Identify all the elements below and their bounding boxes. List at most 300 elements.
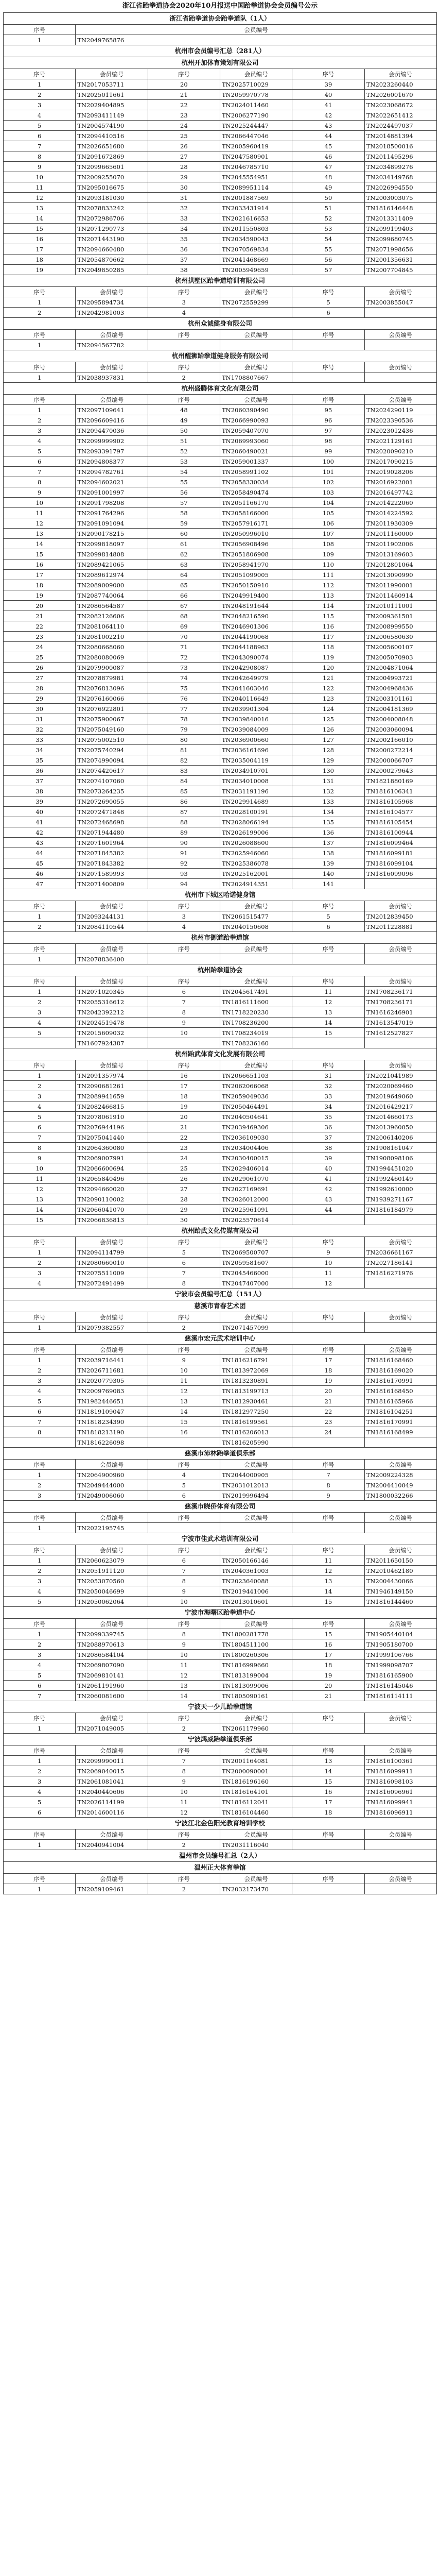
member-id: TN2099665601 [76,162,148,172]
row-number: 55 [148,477,220,487]
member-id: TN2012839450 [364,911,436,922]
member-id: TN2010111001 [364,601,436,611]
row-number: 16 [148,1427,220,1437]
header-no: 序号 [148,69,220,79]
member-id: TN2054870662 [76,255,148,265]
member-id [364,340,436,350]
row-number: 3 [4,1776,76,1787]
member-id [364,1323,436,1333]
row-number: 10 [148,1365,220,1376]
member-id: TN2094782761 [76,467,148,477]
member-id: TN2028100191 [220,807,292,817]
row-number: 17 [4,570,76,580]
row-number: 4 [148,922,220,932]
member-id: TN2049006060 [76,1490,148,1501]
row-number: 3 [148,911,220,922]
member-row [4,838,437,848]
member-id: TN2011160000 [364,529,436,539]
member-id: TN2062066068 [220,1081,292,1091]
row-number: 14 [292,1766,364,1776]
row-number: 41 [292,100,364,110]
member-row [4,297,437,308]
member-row [4,456,437,467]
member-id: TN1816146448 [364,203,436,213]
row-number: 53 [148,456,220,467]
member-id: TN2026001670 [364,90,436,100]
member-id: TN1804511100 [220,1639,292,1650]
member-id: TN1718220230 [220,1007,292,1018]
member-row [4,1691,437,1701]
member-id: TN1816164101 [220,1787,292,1797]
member-row [4,1091,437,1101]
member-id: TN2072986706 [76,213,148,224]
row-number: 20 [292,1386,364,1396]
row-number: 63 [148,560,220,570]
row-number: 7 [292,1470,364,1480]
header-member-id: 会员编号 [220,1060,292,1071]
member-row [4,131,437,141]
member-id: TN2044188963 [220,642,292,652]
member-id: TN1816205990 [220,1437,292,1448]
row-number: 137 [292,838,364,848]
header-no: 序号 [148,1237,220,1247]
member-id: TN1816096911 [364,1807,436,1818]
header-no: 序号 [292,69,364,79]
row-number: 45 [292,141,364,151]
row-number: 26 [148,1174,220,1184]
row-number: 55 [292,244,364,255]
row-number: 3 [4,1576,76,1586]
header-member-id: 会员编号 [76,1829,148,1840]
row-number: 41 [4,817,76,827]
member-id: TN2040116649 [220,693,292,704]
member-id: TN2034149768 [364,172,436,182]
row-number: 32 [148,203,220,213]
member-id: TN1816099096 [364,869,436,879]
member-id: TN2095894734 [76,297,148,308]
row-number: 94 [148,879,220,889]
member-row [4,1670,437,1681]
member-id: TN2000066707 [364,755,436,766]
row-number [4,1437,76,1448]
member-row [4,141,437,151]
section-heading-row [4,45,437,57]
member-id: TN2093391797 [76,446,148,456]
header-member-id: 会员编号 [220,1874,292,1884]
member-id: TN2094470036 [76,426,148,436]
member-id: TN2003003075 [364,193,436,203]
member-id: TN2058991102 [220,467,292,477]
member-row [4,858,437,869]
member-id: TN2009361501 [364,611,436,621]
section-heading-row [4,13,437,25]
row-number [148,340,220,350]
row-number: 16 [148,1071,220,1081]
member-row [4,869,437,879]
member-id: TN2066836813 [76,1215,148,1225]
row-number: 77 [148,704,220,714]
member-id: TN2050464491 [220,1101,292,1112]
member-id: TN2096609416 [76,415,148,426]
row-number: 7 [4,467,76,477]
member-id [364,879,436,889]
member-row [4,1081,437,1091]
row-number: 13 [148,1681,220,1691]
section-heading-row [4,57,437,69]
row-number: 109 [292,549,364,560]
member-id: TN2079382557 [76,1323,148,1333]
header-no: 序号 [4,1060,76,1071]
row-number: 12 [148,1670,220,1681]
member-row [4,1776,437,1787]
row-number: 21 [4,611,76,621]
member-id: TN1813972069 [220,1365,292,1376]
row-number: 1 [4,1884,76,1894]
member-id: TN2061515477 [220,911,292,922]
row-number: 95 [292,405,364,415]
row-number: 127 [292,735,364,745]
column-header-row [4,901,437,911]
row-number: 2 [148,1840,220,1850]
row-number: 4 [148,1470,220,1480]
member-id: TN1816104251 [364,1406,436,1417]
row-number: 29 [4,693,76,704]
row-number: 82 [148,755,220,766]
header-no: 序号 [292,362,364,372]
row-number: 2 [4,1639,76,1650]
row-number: 10 [148,1650,220,1660]
row-number: 4 [4,1386,76,1396]
row-number: 5 [292,297,364,308]
row-number: 39 [292,79,364,90]
section-heading: 宁波江北金色阳光教育培训学校 [4,1818,437,1829]
member-id: TN2039840016 [220,714,292,724]
row-number: 20 [148,1112,220,1122]
member-id: TN2078061910 [76,1112,148,1122]
member-id: TN2094602021 [76,477,148,487]
member-row [4,1215,437,1225]
member-id: TN2050166146 [220,1555,292,1566]
member-id: TN2036161696 [220,745,292,755]
row-number: 49 [148,415,220,426]
row-number: 7 [148,1566,220,1576]
row-number: 48 [292,172,364,182]
member-row [4,1323,437,1333]
member-id: TN2019996494 [220,1490,292,1501]
member-id [364,1437,436,1448]
member-id: TN2034910701 [220,766,292,776]
member-id: TN2066651103 [220,1071,292,1081]
row-number: 8 [4,477,76,487]
member-id: TN2069993060 [220,436,292,446]
member-id: TN2034899276 [364,162,436,172]
member-row [4,446,437,456]
member-id: TN1999106766 [364,1650,436,1660]
member-id: TN2017090215 [364,456,436,467]
row-number: 7 [4,1417,76,1427]
member-id: TN2026114199 [76,1797,148,1807]
header-member-id: 会员编号 [220,1545,292,1555]
member-id: TN2003855047 [364,297,436,308]
member-id: TN2075041440 [76,1132,148,1143]
row-number [292,954,364,964]
row-number: 1 [4,1071,76,1081]
row-number: 69 [148,621,220,632]
member-id: TN2044190068 [220,632,292,642]
row-number: 1 [4,911,76,922]
row-number: 99 [292,446,364,456]
row-number: 18 [292,1365,364,1376]
member-row [4,922,437,932]
member-id: TN2074990094 [76,755,148,766]
row-number: 57 [292,265,364,275]
row-number: 3 [4,1091,76,1101]
row-number: 40 [4,807,76,817]
member-id: TN2024497037 [364,121,436,131]
header-no: 序号 [148,1619,220,1629]
row-number: 3 [4,1376,76,1386]
row-number: 2 [4,1081,76,1091]
row-number: 74 [148,673,220,683]
member-id: TN2099199403 [364,224,436,234]
row-number: 9 [148,1586,220,1597]
row-number: 17 [4,244,76,255]
member-row [4,621,437,632]
row-number [292,1215,364,1225]
member-id: TN2023640088 [220,1576,292,1586]
member-id: TN2091764296 [76,508,148,518]
member-id: TN2022195745 [76,1523,148,1533]
member-id: TN2076944196 [76,1122,148,1132]
member-id: TN2026651680 [76,141,148,151]
member-id: TN2072491499 [76,1278,148,1289]
member-id: TN2075002510 [76,735,148,745]
member-id: TN2045554951 [220,172,292,182]
row-number: 17 [292,1797,364,1807]
member-row [4,234,437,244]
column-header-row [4,1829,437,1840]
section-heading: 宁波鸿威跆拳道俱乐部 [4,1734,437,1745]
row-number [292,372,364,383]
row-number: 51 [148,436,220,446]
row-number: 2 [4,1766,76,1776]
section-heading-row [4,1501,437,1513]
row-number: 39 [4,796,76,807]
row-number: 4 [4,436,76,446]
member-id: TN1816216791 [220,1355,292,1365]
row-number: 68 [148,611,220,621]
row-number [4,1038,76,1048]
member-id: TN2057916171 [220,518,292,529]
row-number: 119 [292,652,364,663]
member-row [4,954,437,964]
member-row [4,415,437,426]
row-number: 6 [292,308,364,318]
member-id: TN1816206013 [220,1427,292,1437]
section-heading-row [4,1533,437,1545]
member-id: TN2020779305 [76,1376,148,1386]
row-number: 27 [4,673,76,683]
section-heading: 浙江省跆拳道协会跆拳道队（1人） [4,13,437,25]
member-id: TN1816099181 [364,848,436,858]
row-number: 5 [4,121,76,131]
member-id: TN2040361003 [220,1566,292,1576]
member-id: TN2094660480 [76,244,148,255]
member-row [4,714,437,724]
member-id: TN1816099464 [364,838,436,848]
row-number: 41 [292,1174,364,1184]
row-number: 5 [4,1112,76,1122]
member-id: TN2016497742 [364,487,436,498]
row-number: 11 [292,1268,364,1278]
row-number: 129 [292,755,364,766]
member-id [220,340,292,350]
row-number: 4 [4,110,76,121]
member-row [4,1396,437,1406]
row-number [292,1723,364,1734]
row-number: 100 [292,456,364,467]
header-no: 序号 [292,1545,364,1555]
member-id: TN2082466815 [76,1101,148,1112]
member-row [4,151,437,162]
row-number: 28 [4,683,76,693]
row-number: 1 [4,1756,76,1766]
member-row [4,560,437,570]
row-number: 43 [4,838,76,848]
member-row [4,1639,437,1650]
section-heading-row [4,1448,437,1460]
row-number: 36 [4,766,76,776]
row-number: 17 [148,1081,220,1091]
row-number: 33 [292,1091,364,1101]
member-row [4,796,437,807]
member-row [4,1247,437,1258]
row-number: 1 [4,297,76,308]
member-id: TN1816165900 [364,1670,436,1681]
member-row [4,340,437,350]
row-number: 59 [148,518,220,529]
header-member-id: 会员编号 [220,901,292,911]
header-no: 序号 [148,395,220,405]
member-row [4,1007,437,1018]
section-heading: 杭州开加体育策划有限公司 [4,57,437,69]
row-number: 1 [4,405,76,415]
member-id: TN1816114111 [364,1691,436,1701]
member-id: TN2078879981 [76,673,148,683]
row-number: 7 [148,1268,220,1278]
row-number: 26 [4,663,76,673]
header-member-id: 会员编号 [220,1713,292,1723]
member-row [4,1278,437,1289]
member-id: TN2013311409 [364,213,436,224]
row-number: 30 [148,1215,220,1225]
row-number: 12 [4,1184,76,1194]
row-number: 10 [148,1597,220,1607]
member-id: TN1816098103 [364,1776,436,1787]
header-member-id: 会员编号 [364,1345,436,1355]
header-no: 序号 [4,1460,76,1470]
header-no: 序号 [292,1829,364,1840]
member-id: TN2094567782 [76,340,148,350]
row-number: 29 [148,1205,220,1215]
row-number: 30 [4,704,76,714]
row-number: 126 [292,724,364,735]
header-member-id: 会员编号 [76,1060,148,1071]
member-id: TN2071944480 [76,827,148,838]
member-id: TN1708236171 [364,997,436,1007]
member-id: TN2031191196 [220,786,292,796]
row-number: 8 [4,151,76,162]
member-id: TN2078833242 [76,203,148,213]
member-id: TN2019028206 [364,467,436,477]
member-id: TN2076160066 [76,693,148,704]
header-member-id: 会员编号 [364,1874,436,1884]
row-number: 3 [148,297,220,308]
member-row [4,1597,437,1607]
section-heading-row [4,932,437,944]
row-number: 47 [4,879,76,889]
header-no: 序号 [292,976,364,987]
member-id: TN1816105968 [364,796,436,807]
member-row [4,1132,437,1143]
row-number: 92 [148,858,220,869]
member-id: TN2076922801 [76,704,148,714]
member-id [364,372,436,383]
row-number: 3 [4,1650,76,1660]
member-id: TN2091091094 [76,518,148,529]
row-number: 25 [4,652,76,663]
member-id: TN2081002210 [76,632,148,642]
member-id: TN2073264235 [76,786,148,796]
row-number: 131 [292,776,364,786]
header-member-id: 会员编号 [76,1713,148,1723]
member-row [4,1153,437,1163]
member-id: TN1816271976 [364,1268,436,1278]
member-id: TN2014660173 [364,1112,436,1122]
row-number: 37 [292,1132,364,1143]
header-member-id: 会员编号 [364,69,436,79]
row-number: 1 [4,1355,76,1365]
row-number: 32 [4,724,76,735]
member-id: TN2075049160 [76,724,148,735]
member-id: TN2009769083 [76,1386,148,1396]
row-number [148,1523,220,1533]
column-header-row [4,25,437,35]
row-number: 86 [148,796,220,807]
member-id: TN2076813096 [76,683,148,693]
member-id: TN2009255070 [76,172,148,182]
column-header-row [4,944,437,954]
member-id: TN2025961091 [220,1205,292,1215]
header-no: 序号 [4,1829,76,1840]
member-id: TN1800260306 [220,1650,292,1660]
member-id: TN2018500016 [364,141,436,151]
member-id: TN2061179960 [220,1723,292,1734]
member-id: TN2036109030 [220,1132,292,1143]
row-number: 19 [292,1670,364,1681]
column-header-row [4,1345,437,1355]
row-number: 33 [148,213,220,224]
row-number: 46 [292,151,364,162]
column-header-row [4,1237,437,1247]
member-id: TN2069040015 [76,1766,148,1776]
row-number: 60 [148,529,220,539]
row-number: 85 [148,786,220,796]
member-row [4,704,437,714]
member-id: TN2069807090 [76,1660,148,1670]
member-id: TN2091001997 [76,487,148,498]
member-id: TN2039084009 [220,724,292,735]
